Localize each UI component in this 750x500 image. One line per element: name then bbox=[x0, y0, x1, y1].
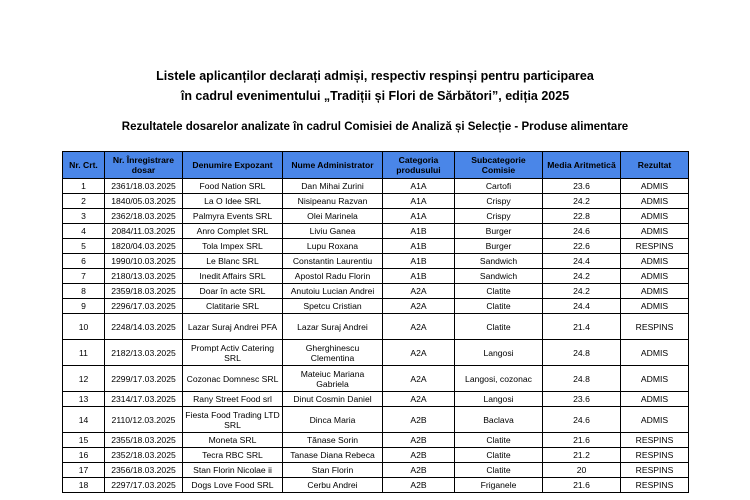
table-row bbox=[63, 239, 689, 254]
cell-nr: 14 bbox=[63, 407, 105, 433]
cell-average: 24.2 bbox=[543, 194, 621, 209]
cell-average: 24.8 bbox=[543, 340, 621, 366]
cell-registration: 2110/12.03.2025 bbox=[105, 407, 183, 433]
cell-registration: 1840/05.03.2025 bbox=[105, 194, 183, 209]
cell-subcategory: Clatite bbox=[455, 314, 543, 340]
cell-exhibitor: Stan Florin Nicolae ii bbox=[183, 463, 283, 478]
cell-nr: 6 bbox=[63, 254, 105, 269]
header-average: Media Aritmetică bbox=[543, 152, 621, 179]
title-line-1: Listele aplicanților declarați admiși, respectiv respinși pentru participarea bbox=[156, 69, 594, 83]
table-row bbox=[63, 269, 689, 284]
table-row bbox=[63, 194, 689, 209]
cell-subcategory: Langosi, cozonac bbox=[455, 366, 543, 392]
table-row bbox=[63, 433, 689, 448]
table-row bbox=[63, 407, 689, 433]
cell-category: A1A bbox=[383, 179, 455, 194]
cell-exhibitor: Moneta SRL bbox=[183, 433, 283, 448]
cell-exhibitor: Palmyra Events SRL bbox=[183, 209, 283, 224]
cell-administrator: Cerbu Andrei bbox=[283, 478, 383, 493]
cell-category: A2B bbox=[383, 463, 455, 478]
cell-administrator: Mateiuc Mariana Gabriela bbox=[283, 366, 383, 392]
cell-exhibitor: Anro Complet SRL bbox=[183, 224, 283, 239]
cell-result: ADMIS bbox=[621, 209, 689, 224]
cell-subcategory: Sandwich bbox=[455, 254, 543, 269]
cell-average: 22.8 bbox=[543, 209, 621, 224]
table-row bbox=[63, 478, 689, 493]
cell-administrator: Lazar Suraj Andrei bbox=[283, 314, 383, 340]
table-row bbox=[63, 284, 689, 299]
cell-registration: 2352/18.03.2025 bbox=[105, 448, 183, 463]
cell-exhibitor: Fiesta Food Trading LTD SRL bbox=[183, 407, 283, 433]
cell-result: ADMIS bbox=[621, 194, 689, 209]
cell-subcategory: Langosi bbox=[455, 392, 543, 407]
cell-average: 24.8 bbox=[543, 366, 621, 392]
cell-administrator: Nisipeanu Razvan bbox=[283, 194, 383, 209]
cell-administrator: Stan Florin bbox=[283, 463, 383, 478]
cell-nr: 15 bbox=[63, 433, 105, 448]
cell-result: ADMIS bbox=[621, 284, 689, 299]
table-row bbox=[63, 340, 689, 366]
cell-administrator: Apostol Radu Florin bbox=[283, 269, 383, 284]
cell-exhibitor: Clatitarie SRL bbox=[183, 299, 283, 314]
header-category: Categoria produsului bbox=[383, 152, 455, 179]
cell-exhibitor: Food Nation SRL bbox=[183, 179, 283, 194]
cell-registration: 2361/18.03.2025 bbox=[105, 179, 183, 194]
cell-nr: 3 bbox=[63, 209, 105, 224]
cell-result: ADMIS bbox=[621, 366, 689, 392]
cell-result: RESPINS bbox=[621, 478, 689, 493]
cell-category: A2A bbox=[383, 340, 455, 366]
cell-average: 24.2 bbox=[543, 269, 621, 284]
cell-exhibitor: Tecra RBC SRL bbox=[183, 448, 283, 463]
cell-category: A2B bbox=[383, 407, 455, 433]
cell-administrator: Dinut Cosmin Daniel bbox=[283, 392, 383, 407]
cell-subcategory: Burger bbox=[455, 224, 543, 239]
table-row bbox=[63, 366, 689, 392]
cell-subcategory: Cartofi bbox=[455, 179, 543, 194]
cell-registration: 2180/13.03.2025 bbox=[105, 269, 183, 284]
cell-nr: 9 bbox=[63, 299, 105, 314]
cell-administrator: Constantin Laurentiu bbox=[283, 254, 383, 269]
cell-exhibitor: Dogs Love Food SRL bbox=[183, 478, 283, 493]
cell-category: A2B bbox=[383, 433, 455, 448]
cell-registration: 2314/17.03.2025 bbox=[105, 392, 183, 407]
title-line-2: în cadrul evenimentului „Tradiții și Flori de Sărbători”, ediția 2025 bbox=[180, 89, 570, 103]
cell-nr: 13 bbox=[63, 392, 105, 407]
document-subtitle: Rezultatele dosarelor analizate în cadrul Comisiei de Analiză și Selecție - Produse alimentare bbox=[121, 121, 629, 133]
results-table bbox=[62, 151, 689, 493]
header-nr: Nr. Crt. bbox=[63, 152, 105, 179]
cell-exhibitor: Inedit Affairs SRL bbox=[183, 269, 283, 284]
cell-category: A2A bbox=[383, 392, 455, 407]
cell-category: A2B bbox=[383, 478, 455, 493]
cell-result: ADMIS bbox=[621, 254, 689, 269]
cell-administrator: Anutoiu Lucian Andrei bbox=[283, 284, 383, 299]
cell-average: 21.4 bbox=[543, 314, 621, 340]
cell-administrator: Liviu Ganea bbox=[283, 224, 383, 239]
table-row bbox=[63, 314, 689, 340]
header-subcategory: Subcategorie Comisie bbox=[455, 152, 543, 179]
cell-result: RESPINS bbox=[621, 433, 689, 448]
cell-nr: 17 bbox=[63, 463, 105, 478]
cell-exhibitor: Prompt Activ Catering SRL bbox=[183, 340, 283, 366]
cell-registration: 2297/17.03.2025 bbox=[105, 478, 183, 493]
table-row bbox=[63, 224, 689, 239]
cell-average: 23.6 bbox=[543, 392, 621, 407]
cell-average: 23.6 bbox=[543, 179, 621, 194]
cell-nr: 18 bbox=[63, 478, 105, 493]
cell-result: ADMIS bbox=[621, 224, 689, 239]
cell-category: A1B bbox=[383, 224, 455, 239]
cell-average: 24.6 bbox=[543, 407, 621, 433]
cell-result: ADMIS bbox=[621, 340, 689, 366]
cell-nr: 8 bbox=[63, 284, 105, 299]
cell-category: A1B bbox=[383, 239, 455, 254]
cell-registration: 1820/04.03.2025 bbox=[105, 239, 183, 254]
cell-subcategory: Baclava bbox=[455, 407, 543, 433]
cell-category: A2A bbox=[383, 366, 455, 392]
cell-category: A1A bbox=[383, 194, 455, 209]
header-exhibitor: Denumire Expozant bbox=[183, 152, 283, 179]
cell-administrator: Lupu Roxana bbox=[283, 239, 383, 254]
table-row bbox=[63, 392, 689, 407]
cell-category: A1A bbox=[383, 209, 455, 224]
table-row bbox=[63, 463, 689, 478]
document-title bbox=[0, 66, 750, 106]
cell-registration: 1990/10.03.2025 bbox=[105, 254, 183, 269]
cell-exhibitor: Tola Impex SRL bbox=[183, 239, 283, 254]
cell-registration: 2084/11.03.2025 bbox=[105, 224, 183, 239]
table-row bbox=[63, 254, 689, 269]
cell-nr: 7 bbox=[63, 269, 105, 284]
cell-average: 21.6 bbox=[543, 433, 621, 448]
table-row bbox=[63, 448, 689, 463]
cell-subcategory: Clatite bbox=[455, 433, 543, 448]
cell-nr: 10 bbox=[63, 314, 105, 340]
cell-subcategory: Friganele bbox=[455, 478, 543, 493]
header-registration: Nr. Înregistrare dosar bbox=[105, 152, 183, 179]
cell-administrator: Tănase Sorin bbox=[283, 433, 383, 448]
cell-average: 24.6 bbox=[543, 224, 621, 239]
cell-registration: 2362/18.03.2025 bbox=[105, 209, 183, 224]
table-row bbox=[63, 179, 689, 194]
cell-result: ADMIS bbox=[621, 392, 689, 407]
cell-category: A1B bbox=[383, 254, 455, 269]
cell-administrator: Dinca Maria bbox=[283, 407, 383, 433]
cell-nr: 1 bbox=[63, 179, 105, 194]
cell-category: A2B bbox=[383, 448, 455, 463]
table-row bbox=[63, 299, 689, 314]
cell-administrator: Dan Mihai Zurini bbox=[283, 179, 383, 194]
cell-average: 24.4 bbox=[543, 254, 621, 269]
cell-exhibitor: Lazar Suraj Andrei PFA bbox=[183, 314, 283, 340]
cell-average: 24.2 bbox=[543, 284, 621, 299]
cell-category: A2A bbox=[383, 314, 455, 340]
cell-subcategory: Burger bbox=[455, 239, 543, 254]
cell-category: A2A bbox=[383, 299, 455, 314]
cell-result: RESPINS bbox=[621, 314, 689, 340]
cell-exhibitor: Doar în acte SRL bbox=[183, 284, 283, 299]
cell-exhibitor: Cozonac Domnesc SRL bbox=[183, 366, 283, 392]
cell-result: RESPINS bbox=[621, 463, 689, 478]
cell-nr: 16 bbox=[63, 448, 105, 463]
cell-subcategory: Clatite bbox=[455, 299, 543, 314]
cell-registration: 2299/17.03.2025 bbox=[105, 366, 183, 392]
cell-administrator: Spetcu Cristian bbox=[283, 299, 383, 314]
cell-exhibitor: La O Idee SRL bbox=[183, 194, 283, 209]
cell-nr: 2 bbox=[63, 194, 105, 209]
header-administrator: Nume Administrator bbox=[283, 152, 383, 179]
cell-result: ADMIS bbox=[621, 179, 689, 194]
cell-subcategory: Clatite bbox=[455, 463, 543, 478]
cell-exhibitor: Le Blanc SRL bbox=[183, 254, 283, 269]
cell-nr: 5 bbox=[63, 239, 105, 254]
cell-average: 24.4 bbox=[543, 299, 621, 314]
header-result: Rezultat bbox=[621, 152, 689, 179]
cell-category: A1B bbox=[383, 269, 455, 284]
cell-nr: 11 bbox=[63, 340, 105, 366]
cell-subcategory: Clatite bbox=[455, 284, 543, 299]
cell-average: 21.6 bbox=[543, 478, 621, 493]
table-row bbox=[63, 209, 689, 224]
cell-result: RESPINS bbox=[621, 448, 689, 463]
cell-registration: 2248/14.03.2025 bbox=[105, 314, 183, 340]
cell-nr: 12 bbox=[63, 366, 105, 392]
cell-subcategory: Langosi bbox=[455, 340, 543, 366]
cell-result: ADMIS bbox=[621, 299, 689, 314]
cell-result: ADMIS bbox=[621, 407, 689, 433]
cell-average: 21.2 bbox=[543, 448, 621, 463]
cell-result: ADMIS bbox=[621, 269, 689, 284]
cell-administrator: Gherghinescu Clementina bbox=[283, 340, 383, 366]
cell-administrator: Tanase Diana Rebeca bbox=[283, 448, 383, 463]
cell-subcategory: Clatite bbox=[455, 448, 543, 463]
cell-registration: 2356/18.03.2025 bbox=[105, 463, 183, 478]
cell-exhibitor: Rany Street Food srl bbox=[183, 392, 283, 407]
cell-administrator: Olei Marinela bbox=[283, 209, 383, 224]
cell-average: 20 bbox=[543, 463, 621, 478]
cell-result: RESPINS bbox=[621, 239, 689, 254]
table-header-row bbox=[63, 152, 689, 179]
cell-registration: 2296/17.03.2025 bbox=[105, 299, 183, 314]
cell-registration: 2355/18.03.2025 bbox=[105, 433, 183, 448]
cell-subcategory: Crispy bbox=[455, 194, 543, 209]
cell-subcategory: Crispy bbox=[455, 209, 543, 224]
cell-subcategory: Sandwich bbox=[455, 269, 543, 284]
cell-category: A2A bbox=[383, 284, 455, 299]
cell-registration: 2359/18.03.2025 bbox=[105, 284, 183, 299]
cell-nr: 4 bbox=[63, 224, 105, 239]
cell-registration: 2182/13.03.2025 bbox=[105, 340, 183, 366]
cell-average: 22.6 bbox=[543, 239, 621, 254]
